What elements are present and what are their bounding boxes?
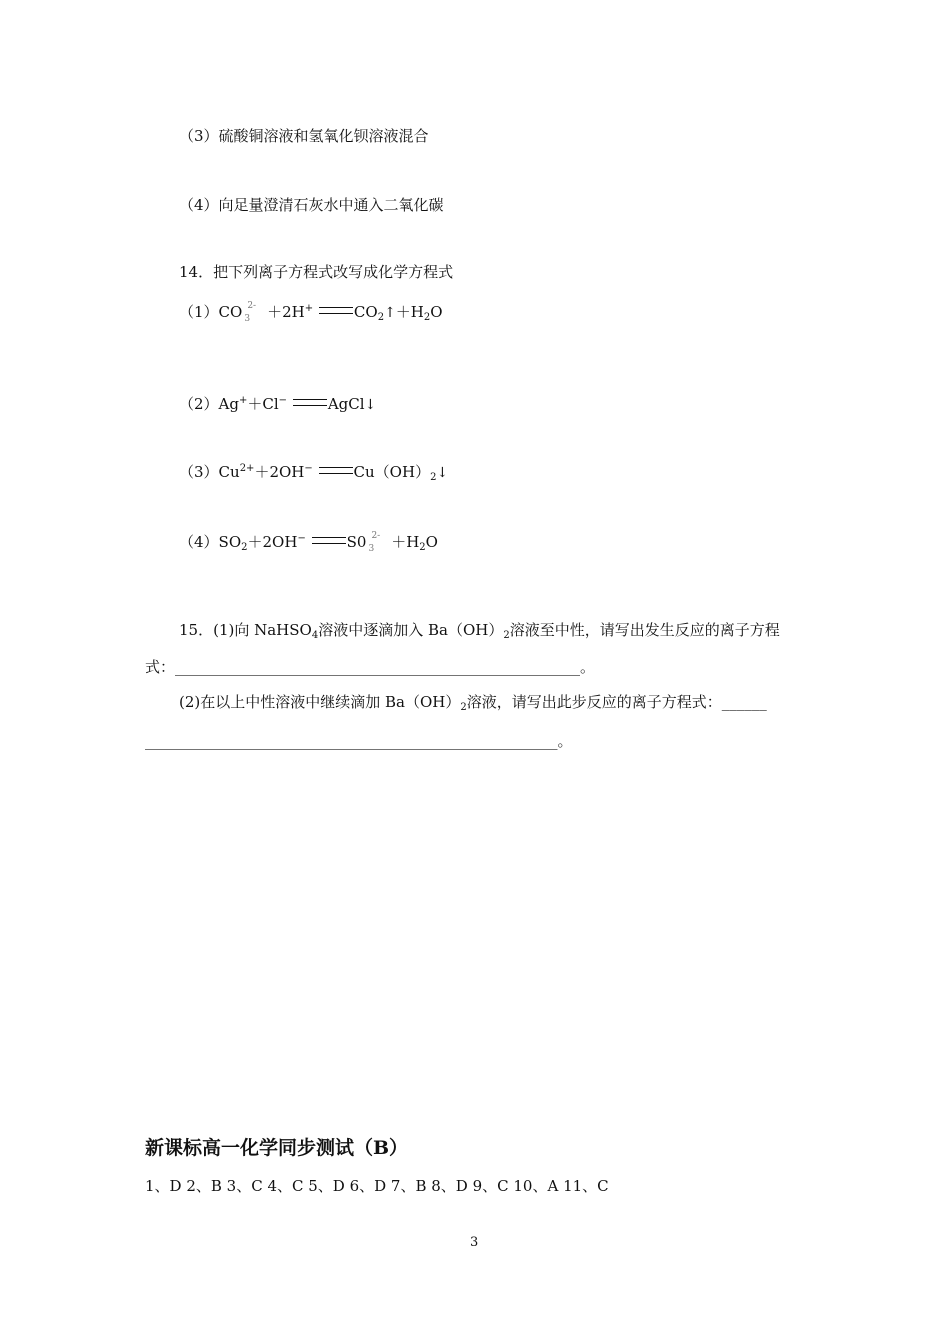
q13-part4: （4）向足量澄清石灰水中通入二氧化碳 <box>179 196 444 214</box>
q15-line-4: _______________________________________________________。 <box>145 732 573 750</box>
q14-equation-4: $(4)SO_2+2OH^-$ S0 2- 3 $+H_2O$ <box>179 531 438 554</box>
equals-sign <box>312 537 346 544</box>
page-number: 3 <box>470 1235 479 1250</box>
carbonate-ion-label: 2- 3 <box>244 301 257 324</box>
down-arrow-icon: ↓ <box>364 397 377 413</box>
q15-line-3: (2)在以上中性溶液中继续滴加 $Ba(OH)_2$溶液，请写出此步反应的离子方程式：______ <box>179 693 767 713</box>
q14-equation-3: $(3)Cu^{2+}+2OH^-$ $Cu(OH)_2↓$ <box>179 463 449 483</box>
q13-part3: （3）硫酸铜溶液和氢氧化钡溶液混合 <box>179 127 429 145</box>
equals-sign <box>319 467 353 474</box>
up-arrow-icon: ↑ <box>384 305 396 321</box>
down-arrow-icon: ↓ <box>436 465 449 481</box>
q14-equation-2: （2）Ag+＋Cl− AgCl↓ <box>179 395 377 413</box>
sulfite-ion-label: 2- 3 <box>368 531 381 554</box>
answers-line: 1、D 2、B 3、C 4、C 5、D 6、D 7、B 8、D 9、C 10、A 11、C <box>145 1177 609 1195</box>
equals-sign <box>293 399 327 406</box>
q14-equation-1: （1）CO 2- 3 ＋2H+ $CO_2↑+H_2O$ <box>179 301 443 324</box>
q14-title: 14．把下列离子方程式改写成化学方程式 <box>179 263 454 281</box>
equals-sign <box>319 307 353 314</box>
q15-line-1: 15．(1)向 NaHSO$_4$溶液中逐滴加入 $Ba(OH)_2$溶液至中性，请写出发生反应的离子方程 <box>179 621 780 641</box>
q15-line-2: 式：______________________________________________________。 <box>145 658 596 676</box>
answers-heading: 新课标高一化学同步测试（B） <box>145 1137 409 1159</box>
